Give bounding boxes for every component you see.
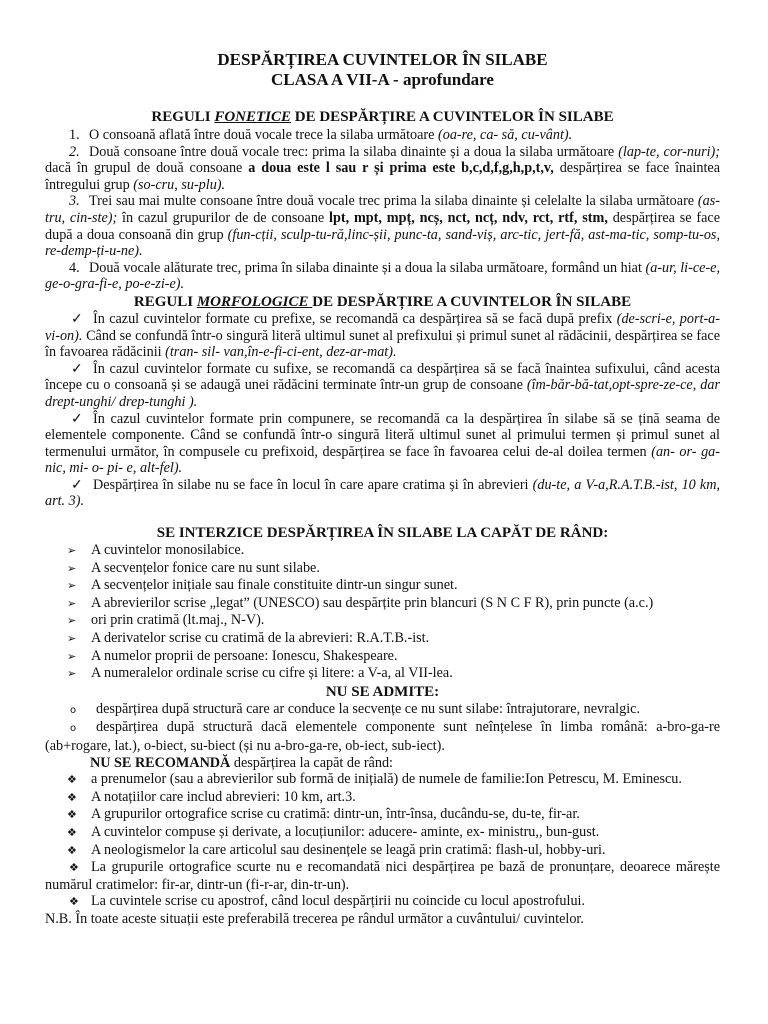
morphologic-rule-1: ✓ În cazul cuvintelor formate cu prefixe, se recomandă ca despărțirea să se facă după prefix (de-scri-e, port-a-vi-on). Când se confundă într-o singură literă ultimul sunet al prefixului și primul sunet al rădăcinii, despărțirea se face în favoarea rădăcinii (tran- sil- van,în-e-fi-ci-ent, dez-ar-mat). [45,310,720,361]
diamond-bullet-icon: ❖ [67,790,77,804]
morphologic-rule-2: ✓ În cazul cuvintelor formate cu sufixe, se recomandă ca despărțirea să se facă înaintea sufixului, când acesta începe cu o consoană și se adaugă unei rădăcini terminate într-un grup de consoane (îm-băr-bă-tat,opt-spre-ze-ce, dar drept-unghi/ drep-tunghi ). [45,360,720,410]
list-item: ❖ a prenumelor (sau a abrevierilor sub formă de inițială) de numele de familie:Ion Petrescu, M. Eminescu. [67,771,682,788]
check-icon: ✓ [71,410,83,427]
list-item: ❖ A grupurilor ortografice scrise cu cratimă: dintr-un, într-însa, ducându-se, du-te, fir-ar. [67,806,580,823]
list-item: ➢ A numelor proprii de persoane: Ionescu, Shakespeare. [67,647,398,664]
section-heading-fonetice: REGULI FONETICE DE DESPĂRȚIRE A CUVINTELOR ÎN SILABE [151,109,614,125]
list-item: ➢ A numeralelor ordinale scrise cu cifre și litere: a V-a, al VII-lea. [67,665,453,682]
diamond-bullet-icon: ❖ [67,773,77,787]
arrow-bullet-icon: ➢ [67,561,77,575]
section-heading-nu-se-recomanda: NU SE RECOMANDĂ despărțirea la capăt de rând: [90,754,393,771]
arrow-bullet-icon: ➢ [67,632,77,646]
list-item: ❖ A cuvintelor compuse și derivate, a locuțiunilor: aducere- aminte, ex- ministru,, bun-gust. [67,823,600,840]
list-item: ➢ A derivatelor scrise cu cratimă de la abrevieri: R.A.T.B.-ist. [67,630,430,647]
arrow-bullet-icon: ➢ [67,544,77,558]
list-item: ❖ A neologismelor la care articolul sau desinențele se leagă prin cratimă: flash-ul, hobby-uri. [67,841,606,858]
fonetic-rule-1: 1. O consoană aflată între două vocale trece la silaba următoare (oa-re, ca- să, cu-vânt). [69,127,573,143]
diamond-bullet-icon: ❖ [69,861,79,875]
arrow-bullet-icon: ➢ [67,649,77,663]
document-title: DESPĂRȚIREA CUVINTELOR ÎN SILABE [217,50,548,69]
morphologic-rule-3: ✓ În cazul cuvintelor formate prin compunere, se recomandă ca la despărțirea în silabe să se țină seama de elementele componente. Când se confundă într-o singură literă ultimul sunet al primului termen și primul sunet al termenului următor, în compusele cu prefixoid, despărțirea se face în favoarea celui de-al doilea termen (an- or- ga- nic, mi- o- pi- e, alt-fel). [45,410,720,477]
arrow-bullet-icon: ➢ [67,579,77,593]
list-item: ➢ A secvențelor fonice care nu sunt silabe. [67,559,320,576]
diamond-bullet-icon: ❖ [69,895,79,909]
check-icon: ✓ [71,476,83,493]
arrow-bullet-icon: ➢ [67,667,77,681]
fonetic-rule-4: 4. Două vocale alăturate trec, prima în silaba dinainte și a doua la silaba următoare, formând un hiat (a-ur, li-ce-e, ge-o-gra-fi-e, po-e-zi-e). [45,259,721,293]
circle-bullet-icon: o [70,723,77,735]
document-subtitle: CLASA A VII-A - aprofundare [271,70,494,89]
arrow-bullet-icon: ➢ [67,596,77,610]
section-heading-nu-se-admite: NU SE ADMITE: [325,683,440,700]
nota-bene: N.B. În toate aceste situații este preferabilă trecerea pe rândul următor a cuvântului/ cuvintelor. [45,910,584,927]
list-item: ❖ La cuvintele scrise cu apostrof, când locul despărțirii nu coincide cu locul apostrofului. [69,893,586,910]
diamond-bullet-icon: ❖ [67,843,77,857]
diamond-bullet-icon: ❖ [67,808,77,822]
section-heading-interzice: SE INTERZICE DESPĂRȚIREA ÎN SILABE LA CAPĂT DE RÂND: [156,525,609,542]
circle-bullet-icon: o [70,704,77,716]
list-item: ➢ A secvențelor inițiale sau finale constituite dintr-un singur sunet. [67,577,458,594]
section-heading-morfologice: REGULI MORFOLOGICE DE DESPĂRȚIRE A CUVINTELOR ÎN SILABE [133,293,632,310]
diamond-bullet-icon: ❖ [67,825,77,839]
list-item: o despărțirea după structură care ar conduce la secvențe ce nu sunt silabe: întrajutorare, nevralgic. [45,701,720,720]
list-item: ➢ A cuvintelor monosilabice. [67,542,245,559]
fonetic-rule-2: 2. Două consoane între două vocale trec: prima la silaba dinainte și a doua la silaba următoare (lap-te, cor-nuri); dacă în grupul de două consoane a doua este l sau r și prima este b,c,d,f,g,h,p,t,v, despărțirea se face înaintea întregului grup (so-cru, su-plu). [45,143,720,193]
check-icon: ✓ [71,360,83,377]
list-item: ➢ A abrevierilor scrise „legat” (UNESCO) sau despărțite prin blancuri (S N C F R), prin puncte (a.c.) [67,594,654,611]
list-item: o despărțirea după structură dacă elementele componente sunt neînțelese în limba română: a-bro-ga-re (ab+rogare, lat.), o-biect, su-biect (și nu a-bro-ga-re, ob-iect, sub-iect). [45,719,720,754]
list-item: ❖ A notațiilor care includ abrevieri: 10 km, art.3. [67,788,356,805]
check-icon: ✓ [71,310,83,327]
list-item: ➢ ori prin cratimă (lt.maj., N-V). [67,612,265,629]
list-item: ❖ La grupurile ortografice scurte nu e recomandată nici despărțirea pe bază de pronunțare, deoarece mărește numărul cratimelor: fir-ar, dintr-un (fi-r-ar, din-tr-un). [45,859,720,893]
morphologic-rule-4: ✓ Despărțirea în silabe nu se face în locul în care apare cratima și în abrevieri (du-te, a V-a,R.A.T.B.-ist, 10 km, art. 3). [45,476,720,510]
arrow-bullet-icon: ➢ [67,614,77,628]
fonetic-rule-3: 3. Trei sau mai multe consoane între două vocale trec prima la silaba dinainte și celelalte la silaba următoare (as-tru, cin-ste); în cazul grupurilor de de consoane lpt, mpt, mpț, ncș, nct, ncț, ndv, rct, rtf, stm, despărțirea se face după a doua consoană din grup (fun-cții, sculp-tu-ră,linc-șii, punc-ta, sand-viș, arc-tic, jert-fă, ast-ma-tic, somp-tu-os, re-demp-ți-u-ne). [45,193,721,260]
